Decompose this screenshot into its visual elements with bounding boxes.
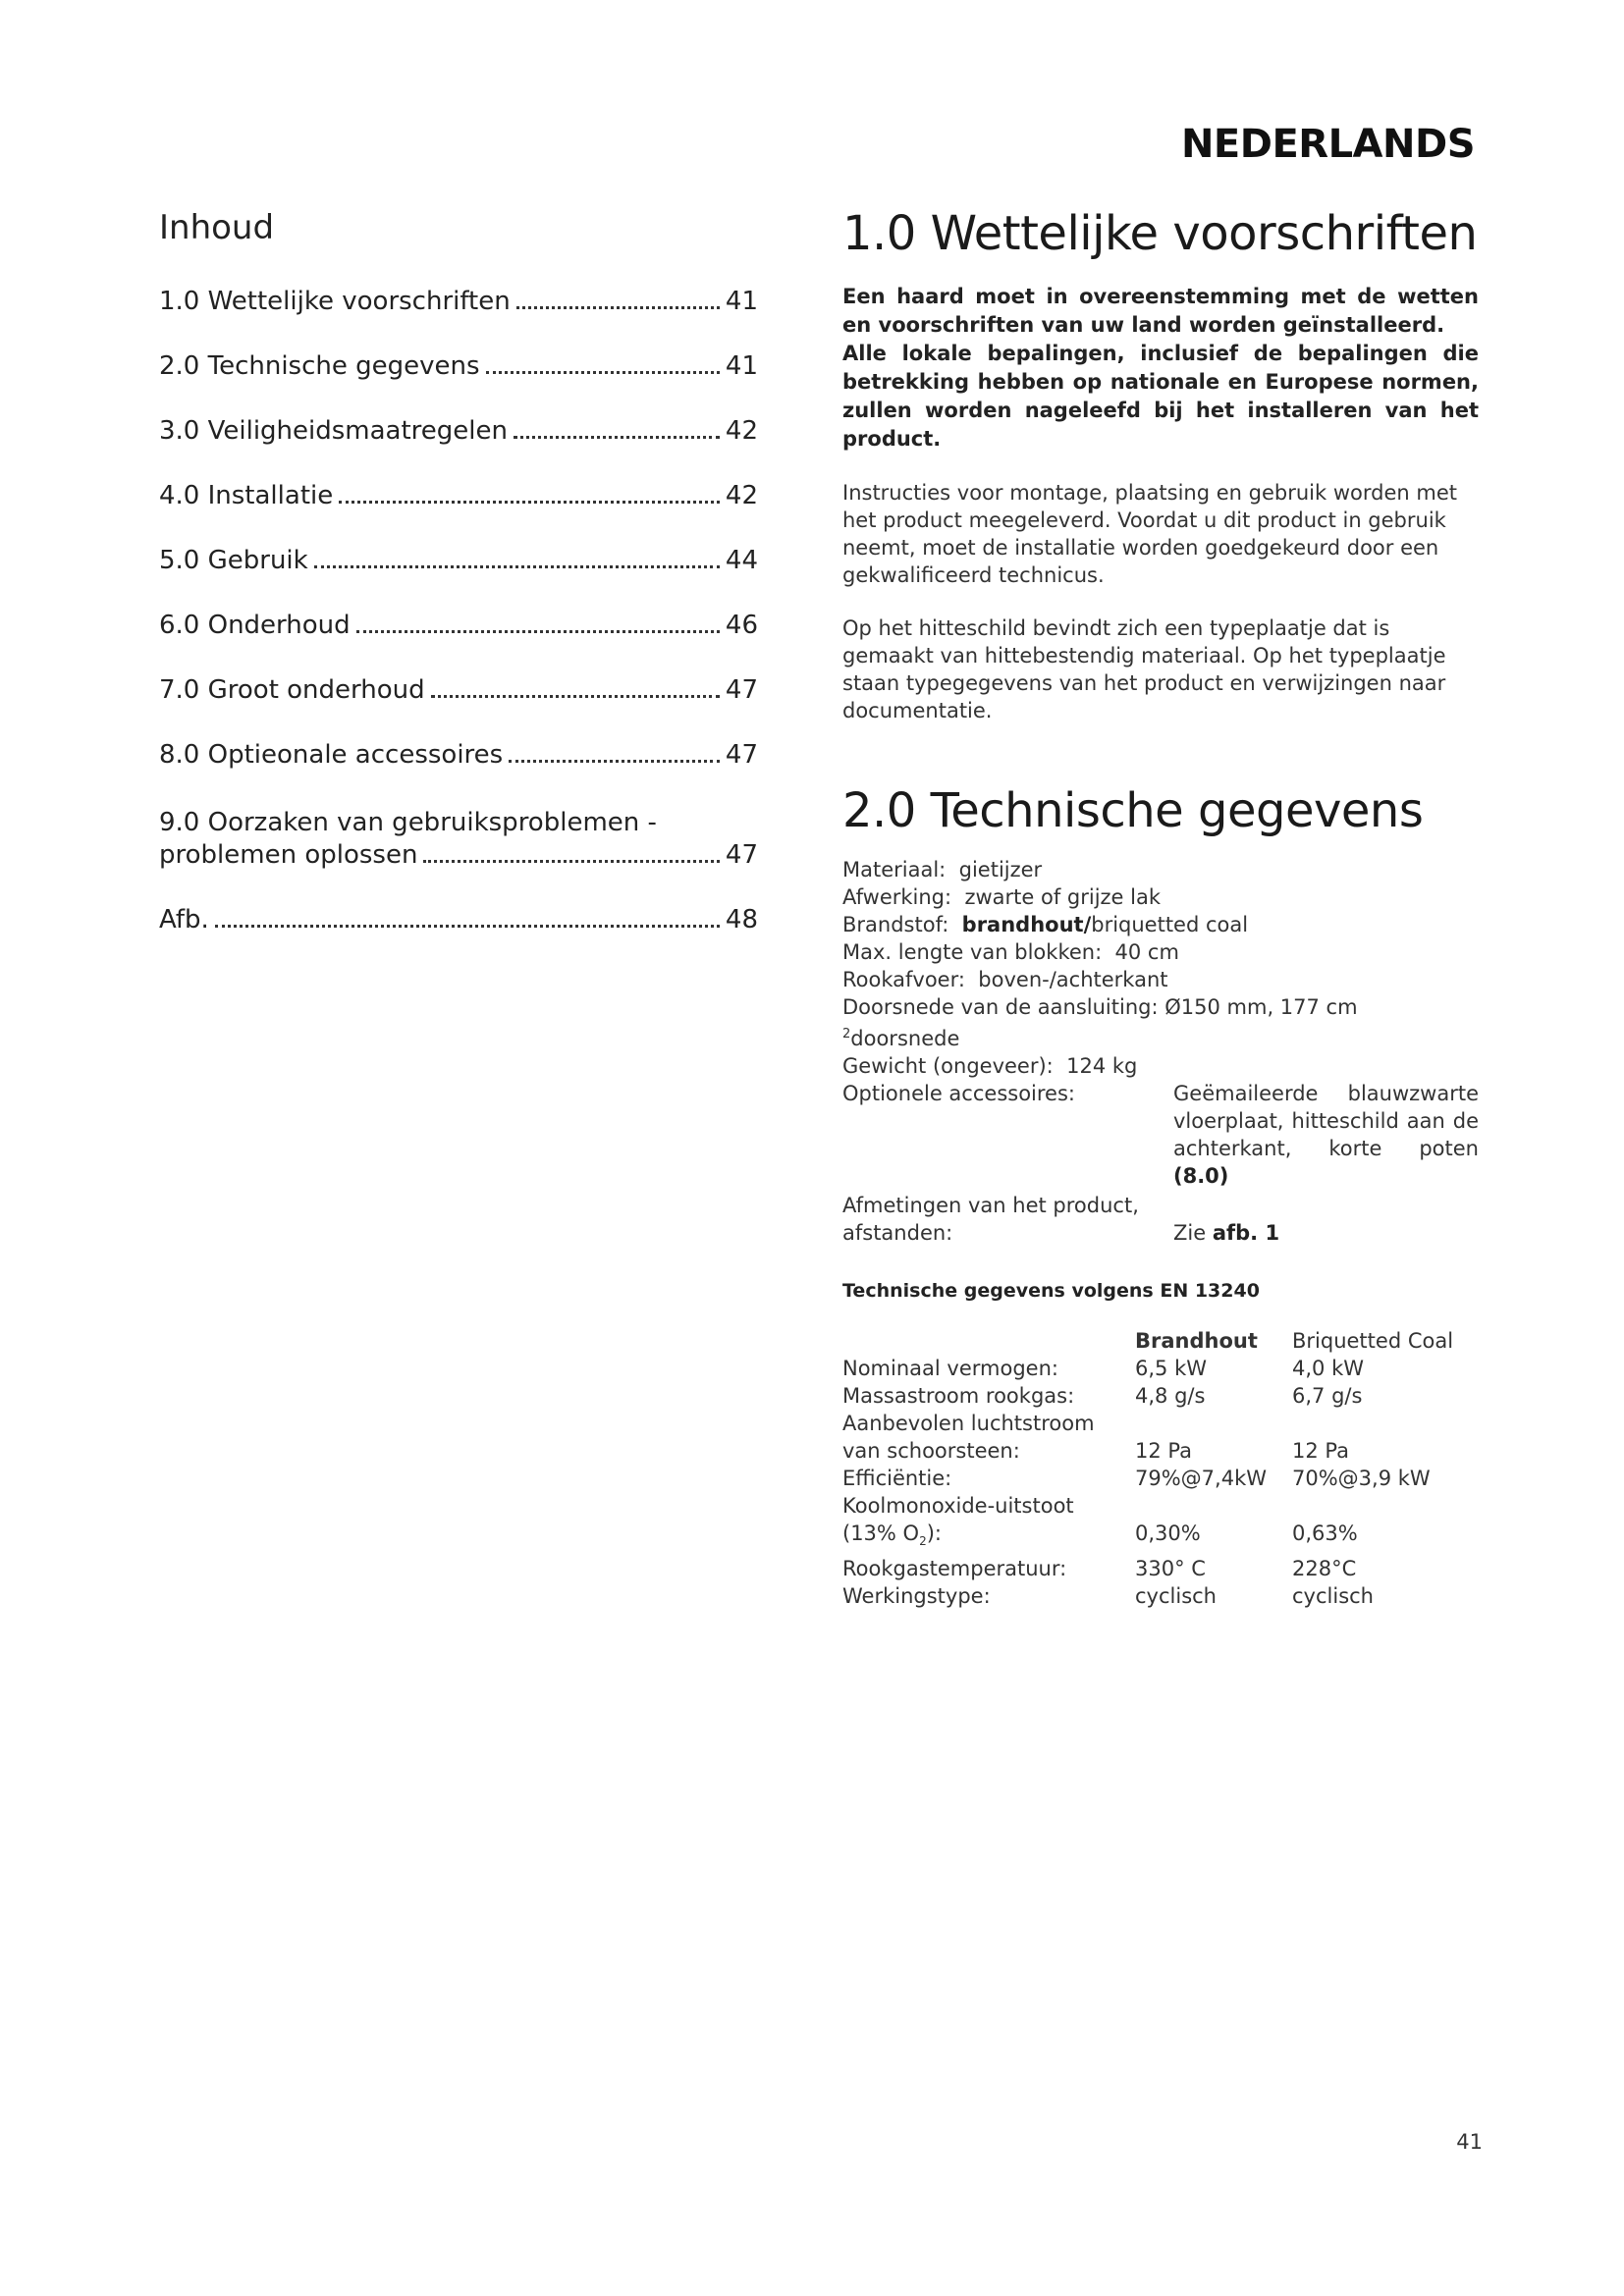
spec-row (842, 1052, 1479, 1080)
toc-entry-label: 1.0 Wettelijke voorschriften (159, 287, 511, 316)
row-label: van schoorsteen: (842, 1439, 1020, 1463)
table-cell: 0,63% (1292, 1522, 1358, 1545)
row-label: Efficiëntie: (842, 1467, 952, 1490)
spec-row (842, 966, 1479, 993)
spec-row (842, 883, 1479, 911)
technical-data-table (842, 1327, 1479, 1610)
table-cell: 4,8 g/s (1135, 1384, 1206, 1408)
spec-value-block (1173, 1219, 1479, 1247)
spec-label: Max. lengte van blokken: (842, 940, 1103, 964)
spec-value-suffix: doorsnede (850, 1027, 960, 1050)
toc-entry-page: 47 (725, 840, 758, 870)
table-cell: 12 Pa (1292, 1439, 1349, 1463)
table-row (842, 1492, 1479, 1520)
table-row (842, 1582, 1479, 1610)
toc-leader-dots (423, 860, 719, 863)
spec-row (842, 993, 1479, 1052)
table-cell: 4,0 kW (1292, 1357, 1364, 1380)
table-row (842, 1465, 1479, 1492)
table-header-row (842, 1327, 1479, 1355)
spec-label: Rookafvoer: (842, 968, 965, 991)
subscript: 2 (919, 1534, 927, 1549)
table-cell: 70%@3,9 kW (1292, 1467, 1431, 1490)
table-cell: cyclisch (1135, 1584, 1217, 1609)
spec-label: Doorsnede van de aansluiting: (842, 995, 1159, 1019)
toc-leader-dots (356, 630, 720, 633)
toc-entry-label: Afb. (159, 905, 209, 934)
toc-entry-label: 7.0 Groot onderhoud (159, 675, 425, 705)
spec-value: briquetted coal (1091, 913, 1249, 936)
spec-value: zwarte of grijze lak (964, 885, 1162, 909)
spec-value: Zie (1173, 1221, 1207, 1245)
spec-value: Geëmaileerde blauwzwarte vloerplaat, hitteschild aan de achterkant, korte poten (1173, 1082, 1479, 1160)
spec-label: Optionele accessoires: (842, 1082, 1075, 1105)
toc-entry[interactable] (159, 611, 758, 640)
figure-reference: afb. 1 (1212, 1221, 1280, 1245)
toc-entry-label: 6.0 Onderhoud (159, 611, 351, 640)
toc-entry[interactable] (159, 740, 758, 770)
toc-leader-dots (514, 436, 720, 439)
spec-label: Materiaal: (842, 858, 947, 881)
paragraph: Instructies voor montage, plaatsing en gebruik worden met het product meegeleverd. Voordat u dit product in gebruik neemt, moet de installatie worden goedgekeurd door een gekwalificeerd technicus. (842, 481, 1457, 587)
toc-leader-dots (486, 371, 720, 374)
spec-row (842, 911, 1479, 938)
paragraph: Een haard moet in overeenstemming met de wetten en voorschriften van uw land worden geïnstalleerd. (842, 285, 1479, 337)
spec-list (842, 856, 1479, 1247)
row-label-text: ): (926, 1522, 942, 1545)
table-cell: cyclisch (1292, 1584, 1374, 1609)
toc-entry-label-line1: 9.0 Oorzaken van gebruiksproblemen - (159, 808, 657, 837)
toc-entry-label: 4.0 Installatie (159, 481, 334, 510)
toc-entry-page: 41 (725, 287, 758, 316)
table-cell: 6,7 g/s (1292, 1384, 1363, 1408)
toc-entry-page: 46 (725, 611, 758, 640)
section-heading: 1.0 Wettelijke voorschriften (842, 206, 1478, 261)
page-number: 41 (1456, 2130, 1483, 2154)
superscript: 2 (842, 1027, 851, 1041)
toc-entry[interactable] (159, 905, 758, 934)
table-cell: 330° C (1135, 1557, 1206, 1581)
toc-entry[interactable] (159, 546, 758, 575)
toc-entry-label: 5.0 Gebruik (159, 546, 308, 575)
section-technical (842, 783, 1479, 1610)
paragraph: Alle lokale bepalingen, inclusief de bepalingen die betrekking hebben op nationale en Europese normen, zullen worden nageleefd bij het installeren van het product. (842, 342, 1479, 451)
row-label (842, 1520, 1135, 1555)
table-row (842, 1410, 1479, 1437)
row-label: Aanbevolen luchtstroom (842, 1412, 1095, 1435)
paragraph: Op het hitteschild bevindt zich een typeplaatje dat is gemaakt van hittebestendig materiaal. Op het typeplaatje staan typegegevens van het product en verwijzingen naar documentatie. (842, 616, 1446, 722)
table-row (842, 1437, 1479, 1465)
toc-leader-dots (516, 306, 720, 309)
column-header: Brandhout (1135, 1329, 1258, 1353)
spec-value-block (1173, 1080, 1479, 1190)
column-header: Briquetted Coal (1292, 1329, 1454, 1353)
spec-label-block (842, 1192, 1173, 1247)
spec-label: Afmetingen van het product, (842, 1194, 1139, 1217)
row-label-text: (13% O (842, 1522, 920, 1545)
spec-value: boven-/achterkant (978, 968, 1168, 991)
table-cell: 79%@7,4kW (1135, 1467, 1267, 1490)
toc-entry-page: 41 (725, 351, 758, 381)
spec-value: 40 cm (1114, 940, 1179, 964)
toc-entry-page: 47 (725, 740, 758, 770)
toc-leader-dots (215, 925, 720, 928)
toc-leader-dots (314, 565, 720, 568)
table-row (842, 1555, 1479, 1582)
spec-label: afstanden: (842, 1221, 953, 1245)
toc-entry-label: 3.0 Veiligheidsmaatregelen (159, 416, 508, 446)
toc-entry-page: 42 (725, 416, 758, 446)
toc-entry-page: 48 (725, 905, 758, 934)
toc-leader-dots (339, 501, 720, 504)
row-label: Koolmonoxide-uitstoot (842, 1494, 1074, 1518)
spec-value: Ø150 mm, 177 cm (1164, 995, 1358, 1019)
toc-entry-label: 2.0 Technische gegevens (159, 351, 480, 381)
spec-row (842, 856, 1479, 883)
spec-label: Brandstof: (842, 913, 949, 936)
table-row (842, 1355, 1479, 1382)
spec-value: gietijzer (958, 858, 1043, 881)
toc-entry[interactable] (159, 287, 758, 316)
section-heading: 2.0 Technische gegevens (842, 783, 1424, 838)
toc-entry-page: 44 (725, 546, 758, 575)
spec-row (842, 1192, 1479, 1247)
toc-entry[interactable] (159, 481, 758, 510)
row-label: Massastroom rookgas: (842, 1384, 1075, 1408)
table-row (842, 1520, 1479, 1555)
toc-leader-dots (431, 695, 720, 698)
toc-entry[interactable] (159, 416, 758, 446)
toc-entry-page: 47 (725, 675, 758, 705)
table-of-contents (159, 208, 758, 934)
row-label: Werkingstype: (842, 1584, 991, 1609)
spec-value-bold: brandhout/ (961, 913, 1092, 936)
spec-label: Gewicht (ongeveer): (842, 1054, 1054, 1078)
table-cell: 228°C (1292, 1557, 1357, 1581)
toc-leader-dots (509, 760, 720, 763)
spec-row (842, 1080, 1479, 1190)
row-label: Nominaal vermogen: (842, 1357, 1058, 1380)
toc-entry[interactable] (159, 805, 758, 870)
spec-reference: (8.0) (1173, 1164, 1229, 1188)
section-legal (842, 206, 1479, 724)
toc-entry[interactable] (159, 675, 758, 705)
spec-value: 124 kg (1066, 1054, 1138, 1078)
toc-title: Inhoud (159, 208, 275, 247)
spec-label: Afwerking: (842, 885, 952, 909)
toc-entry[interactable] (159, 351, 758, 381)
table-cell: 0,30% (1135, 1522, 1201, 1545)
row-label: Rookgastemperatuur: (842, 1557, 1067, 1581)
table-cell: 6,5 kW (1135, 1357, 1207, 1380)
table-cell: 12 Pa (1135, 1439, 1192, 1463)
toc-entry-page: 42 (725, 481, 758, 510)
toc-entry-label: problemen oplossen (159, 840, 418, 870)
table-title: Technische gegevens volgens EN 13240 (842, 1280, 1260, 1302)
spec-row (842, 938, 1479, 966)
language-heading: NEDERLANDS (1180, 122, 1475, 167)
table-row (842, 1382, 1479, 1410)
toc-entry-label: 8.0 Optieonale accessoires (159, 740, 504, 770)
